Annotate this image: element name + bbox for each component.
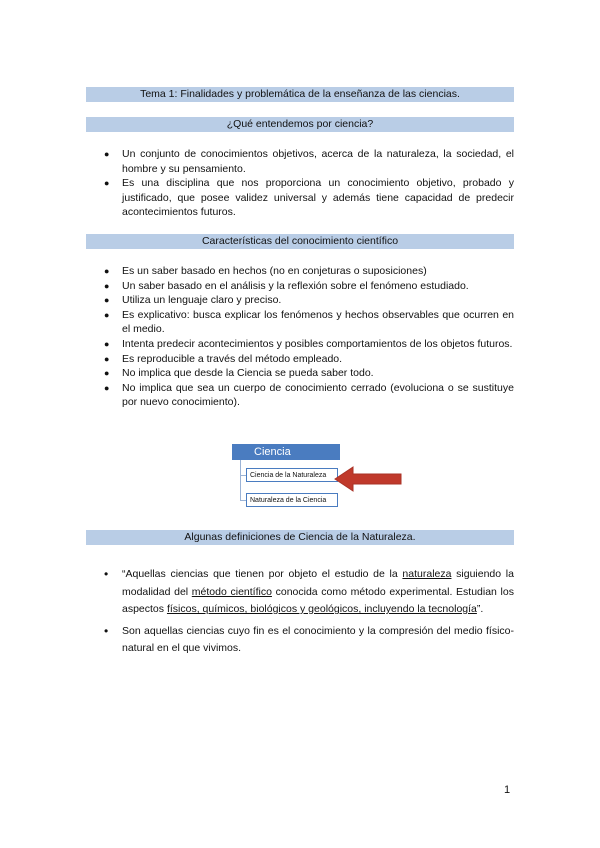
list-item: [104, 566, 514, 619]
list-item: ● No implica que desde la Ciencia se pueda saber todo.: [104, 366, 514, 381]
diagram-root-node: Ciencia: [232, 444, 340, 460]
definition-text: conocida como método experimental. Estudian los aspectos: [122, 585, 514, 615]
definition-list: [104, 147, 514, 220]
list-item: ● Es reproducible a través del método empleado.: [104, 352, 514, 367]
section-heading-definiciones: Algunas definiciones de Ciencia de la Naturaleza.: [86, 530, 514, 545]
diagram-node-naturaleza-ciencia: Naturaleza de la Ciencia: [246, 493, 338, 507]
list-item: ● Utiliza un lenguaje claro y preciso.: [104, 293, 514, 308]
link-naturaleza[interactable]: naturaleza: [402, 568, 452, 580]
diagram-node-ciencia-naturaleza: Ciencia de la Naturaleza: [246, 468, 338, 482]
definition-text: siguiendo la modalidad del: [122, 568, 514, 598]
definition-text: “Aquellas ciencias que tienen por objeto el estudio de la: [122, 568, 403, 580]
list-item: • Son aquellas ciencias cuyo fin es el conocimiento y la compresión del medio físico-natural en el que vivimos.: [104, 623, 514, 658]
list-item: ● Intenta predecir acontecimientos y posibles comportamientos de los objetos futuros.: [104, 337, 514, 352]
list-item: ● No implica que sea un cuerpo de conocimiento cerrado (evoluciona o se sustituye por nuevo conocimiento).: [104, 381, 514, 410]
section-heading-caracteristicas: Características del conocimiento científico: [86, 234, 514, 249]
list-item: ● Un conjunto de conocimientos objetivos, acerca de la naturaleza, la sociedad, el hombre y su pensamiento.: [104, 147, 514, 176]
list-item: ● Es una disciplina que nos proporciona un conocimiento objetivo, probado y justificado, que posee validez universal y además tiene capacidad de predecir acontecimientos futuros.: [104, 176, 514, 220]
red-arrow-icon: [333, 464, 403, 494]
definitions-list: [104, 566, 514, 662]
list-item: ● Es un saber basado en hechos (no en conjeturas o suposiciones): [104, 264, 514, 279]
section-heading-ciencia: ¿Qué entendemos por ciencia?: [86, 117, 514, 132]
diagram-connector: [240, 460, 241, 501]
definition-text: ”.: [476, 603, 484, 615]
document-title: Tema 1: Finalidades y problemática de la enseñanza de las ciencias.: [86, 87, 514, 102]
page-number: 1: [504, 784, 511, 796]
characteristics-list: [104, 264, 514, 410]
link-aspectos[interactable]: físicos, químicos, biológicos y geológicos, incluyendo la tecnología: [166, 603, 477, 615]
link-metodo-cientifico[interactable]: método científico: [191, 585, 272, 598]
list-item: ● Es explicativo: busca explicar los fenómenos y hechos observables que ocurren en el medio.: [104, 308, 514, 337]
list-item: ● Un saber basado en el análisis y la reflexión sobre el fenómeno estudiado.: [104, 279, 514, 294]
